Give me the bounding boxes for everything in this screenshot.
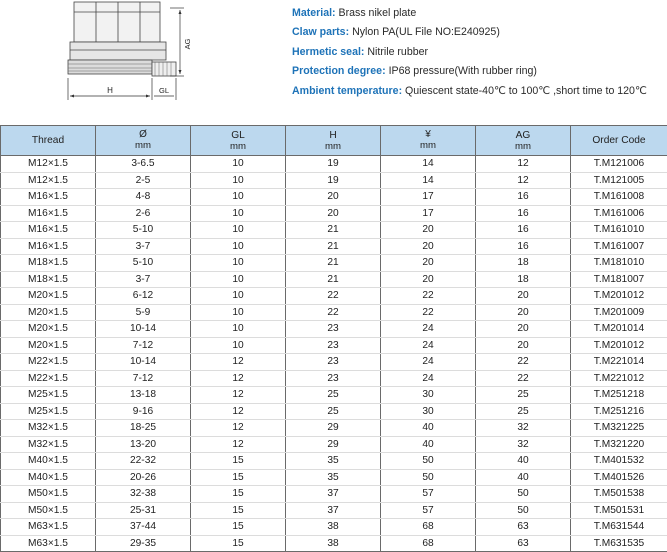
- cell-h: 22: [286, 288, 381, 305]
- cell-gl: 12: [191, 420, 286, 437]
- spec-protection-degree: [292, 62, 667, 81]
- cell-cable-range: 7-12: [96, 337, 191, 354]
- table-header-row: [1, 126, 667, 156]
- cell-order-code: T.M201012: [571, 288, 667, 305]
- cell-order-code: T.M161010: [571, 222, 667, 239]
- cell-ag: 16: [476, 238, 571, 255]
- cell-ag: 25: [476, 387, 571, 404]
- table-row: [1, 172, 667, 189]
- cell-thread: M16×1.5: [1, 238, 96, 255]
- cell-gl: 15: [191, 486, 286, 503]
- table-row: [1, 189, 667, 206]
- cell-ag: 18: [476, 255, 571, 272]
- cell-gl: 10: [191, 156, 286, 173]
- cell-ag: 22: [476, 354, 571, 371]
- cell-spanner: 14: [381, 156, 476, 173]
- cell-order-code: T.M121005: [571, 172, 667, 189]
- cell-gl: 10: [191, 288, 286, 305]
- cell-order-code: T.M631544: [571, 519, 667, 536]
- header-unit: mm: [476, 141, 570, 152]
- cell-spanner: 22: [381, 288, 476, 305]
- cell-h: 21: [286, 222, 381, 239]
- cell-gl: 15: [191, 469, 286, 486]
- cell-cable-range: 29-35: [96, 535, 191, 552]
- cell-ag: 16: [476, 189, 571, 206]
- spec-key: Hermetic seal: [292, 46, 361, 58]
- dimension-h-label: H: [107, 86, 113, 95]
- cell-order-code: T.M161008: [571, 189, 667, 206]
- cell-gl: 10: [191, 304, 286, 321]
- cell-h: 19: [286, 156, 381, 173]
- cell-gl: 10: [191, 337, 286, 354]
- cell-thread: M63×1.5: [1, 519, 96, 536]
- header-ag: [476, 126, 571, 156]
- cell-spanner: 20: [381, 271, 476, 288]
- cell-ag: 20: [476, 304, 571, 321]
- cell-gl: 12: [191, 403, 286, 420]
- table-row: [1, 205, 667, 222]
- cell-cable-range: 5-10: [96, 255, 191, 272]
- cell-gl: 15: [191, 519, 286, 536]
- cell-order-code: T.M251218: [571, 387, 667, 404]
- cell-order-code: T.M501538: [571, 486, 667, 503]
- cell-spanner: 68: [381, 535, 476, 552]
- cell-h: 35: [286, 453, 381, 470]
- header-unit: mm: [191, 141, 285, 152]
- cell-spanner: 24: [381, 321, 476, 338]
- cell-gl: 10: [191, 222, 286, 239]
- cell-ag: 12: [476, 172, 571, 189]
- spec-key: Protection degree: [292, 65, 382, 77]
- cell-spanner: 17: [381, 205, 476, 222]
- cell-order-code: T.M501531: [571, 502, 667, 519]
- spec-ambient-temperature: [292, 82, 667, 101]
- cell-h: 29: [286, 436, 381, 453]
- cell-gl: 12: [191, 436, 286, 453]
- table-row: [1, 222, 667, 239]
- cell-cable-range: 4-8: [96, 189, 191, 206]
- cell-cable-range: 3-7: [96, 238, 191, 255]
- spec-claw-parts: [292, 23, 667, 42]
- cell-cable-range: 13-18: [96, 387, 191, 404]
- header-spanner: [381, 126, 476, 156]
- cell-ag: 16: [476, 222, 571, 239]
- table-row: [1, 288, 667, 305]
- table-row: [1, 238, 667, 255]
- cell-h: 37: [286, 502, 381, 519]
- spec-colon: :: [332, 7, 338, 19]
- header-unit: mm: [381, 140, 475, 151]
- cell-h: 23: [286, 321, 381, 338]
- cell-spanner: 50: [381, 453, 476, 470]
- cell-cable-range: 10-14: [96, 354, 191, 371]
- header-label: AG: [516, 130, 531, 141]
- cell-ag: 22: [476, 370, 571, 387]
- cell-order-code: T.M161006: [571, 205, 667, 222]
- cell-order-code: T.M121006: [571, 156, 667, 173]
- spec-key: Ambient temperature: [292, 85, 399, 97]
- cell-spanner: 20: [381, 255, 476, 272]
- cell-cable-range: 13-20: [96, 436, 191, 453]
- cell-order-code: T.M201009: [571, 304, 667, 321]
- header-unit: mm: [96, 140, 190, 151]
- dimension-gl-label: GL: [159, 86, 169, 95]
- header-cable-diameter: [96, 126, 191, 156]
- spec-colon: :: [361, 46, 367, 58]
- cell-cable-range: 5-10: [96, 222, 191, 239]
- cell-spanner: 20: [381, 238, 476, 255]
- cell-h: 29: [286, 420, 381, 437]
- cell-thread: M63×1.5: [1, 535, 96, 552]
- cell-h: 20: [286, 205, 381, 222]
- spec-key: Claw parts: [292, 26, 346, 38]
- cell-cable-range: 9-16: [96, 403, 191, 420]
- cell-ag: 50: [476, 502, 571, 519]
- cell-cable-range: 37-44: [96, 519, 191, 536]
- cell-h: 38: [286, 535, 381, 552]
- cell-gl: 10: [191, 255, 286, 272]
- cell-ag: 12: [476, 156, 571, 173]
- header-label: Thread: [32, 135, 64, 146]
- cell-ag: 40: [476, 469, 571, 486]
- cell-ag: 32: [476, 436, 571, 453]
- table-row: [1, 519, 667, 536]
- cell-cable-range: 18-25: [96, 420, 191, 437]
- cell-cable-range: 3-6.5: [96, 156, 191, 173]
- cell-order-code: T.M631535: [571, 535, 667, 552]
- table-row: [1, 321, 667, 338]
- cell-gl: 12: [191, 354, 286, 371]
- spec-colon: :: [399, 85, 405, 97]
- cell-h: 38: [286, 519, 381, 536]
- header-thread: [1, 126, 96, 156]
- cell-order-code: T.M161007: [571, 238, 667, 255]
- cell-cable-range: 22-32: [96, 453, 191, 470]
- table-row: [1, 535, 667, 552]
- cell-spanner: 57: [381, 502, 476, 519]
- header-label: Order Code: [592, 135, 645, 146]
- cell-gl: 15: [191, 453, 286, 470]
- cell-spanner: 57: [381, 486, 476, 503]
- cell-cable-range: 20-26: [96, 469, 191, 486]
- cell-spanner: 17: [381, 189, 476, 206]
- cell-thread: M25×1.5: [1, 387, 96, 404]
- cell-order-code: T.M181010: [571, 255, 667, 272]
- table-row: [1, 403, 667, 420]
- cell-order-code: T.M321220: [571, 436, 667, 453]
- cell-h: 21: [286, 255, 381, 272]
- cell-thread: M40×1.5: [1, 469, 96, 486]
- cell-ag: 18: [476, 271, 571, 288]
- cable-gland-drawing: [60, 0, 200, 104]
- cell-cable-range: 2-6: [96, 205, 191, 222]
- cell-order-code: T.M221014: [571, 354, 667, 371]
- cell-h: 23: [286, 370, 381, 387]
- diameter-icon: Ø: [96, 130, 190, 140]
- table-row: [1, 354, 667, 371]
- cell-order-code: T.M321225: [571, 420, 667, 437]
- cell-spanner: 50: [381, 469, 476, 486]
- table-row: [1, 436, 667, 453]
- cell-thread: M16×1.5: [1, 205, 96, 222]
- table-row: [1, 304, 667, 321]
- cell-cable-range: 10-14: [96, 321, 191, 338]
- table-row: [1, 255, 667, 272]
- cell-h: 20: [286, 189, 381, 206]
- table-row: [1, 387, 667, 404]
- cell-thread: M20×1.5: [1, 304, 96, 321]
- cell-h: 21: [286, 271, 381, 288]
- cell-thread: M32×1.5: [1, 436, 96, 453]
- cell-spanner: 14: [381, 172, 476, 189]
- cell-thread: M20×1.5: [1, 337, 96, 354]
- cell-thread: M50×1.5: [1, 486, 96, 503]
- cell-ag: 20: [476, 337, 571, 354]
- spec-value: IP68 pressure(With rubber ring): [389, 65, 537, 77]
- cell-thread: M32×1.5: [1, 420, 96, 437]
- cell-ag: 50: [476, 486, 571, 503]
- cell-thread: M25×1.5: [1, 403, 96, 420]
- cell-cable-range: 6-12: [96, 288, 191, 305]
- cell-thread: M40×1.5: [1, 453, 96, 470]
- cell-gl: 10: [191, 321, 286, 338]
- cell-order-code: T.M401526: [571, 469, 667, 486]
- cell-order-code: T.M181007: [571, 271, 667, 288]
- header-label: GL: [231, 130, 245, 141]
- header-gl: [191, 126, 286, 156]
- header-label: H: [329, 130, 336, 141]
- cell-thread: M12×1.5: [1, 156, 96, 173]
- cell-h: 21: [286, 238, 381, 255]
- cell-order-code: T.M221012: [571, 370, 667, 387]
- spec-value: Nitrile rubber: [367, 46, 428, 58]
- cell-cable-range: 3-7: [96, 271, 191, 288]
- spec-list: [292, 4, 667, 101]
- cell-gl: 10: [191, 172, 286, 189]
- cell-h: 25: [286, 403, 381, 420]
- spec-colon: :: [382, 65, 388, 77]
- table-row: [1, 486, 667, 503]
- cell-ag: 32: [476, 420, 571, 437]
- cell-cable-range: 32-38: [96, 486, 191, 503]
- cell-ag: 63: [476, 519, 571, 536]
- spec-hermetic-seal: [292, 43, 667, 62]
- table-row: [1, 469, 667, 486]
- dimension-ag-label: AG: [183, 38, 192, 49]
- spec-value: Brass nikel plate: [339, 7, 417, 19]
- spec-material: [292, 4, 667, 23]
- cell-cable-range: 25-31: [96, 502, 191, 519]
- cell-h: 25: [286, 387, 381, 404]
- cell-spanner: 40: [381, 420, 476, 437]
- cell-h: 35: [286, 469, 381, 486]
- cell-thread: M16×1.5: [1, 189, 96, 206]
- table-row: [1, 420, 667, 437]
- cell-spanner: 24: [381, 354, 476, 371]
- header-unit: mm: [286, 141, 380, 152]
- header-h: [286, 126, 381, 156]
- cell-gl: 15: [191, 535, 286, 552]
- cell-ag: 20: [476, 288, 571, 305]
- table-row: [1, 271, 667, 288]
- cell-thread: M18×1.5: [1, 255, 96, 272]
- cell-cable-range: 2-5: [96, 172, 191, 189]
- table-row: [1, 453, 667, 470]
- cell-gl: 15: [191, 502, 286, 519]
- cell-ag: 63: [476, 535, 571, 552]
- cell-spanner: 22: [381, 304, 476, 321]
- cell-thread: M12×1.5: [1, 172, 96, 189]
- cell-spanner: 68: [381, 519, 476, 536]
- header-order-code: [571, 126, 667, 156]
- cell-ag: 16: [476, 205, 571, 222]
- cell-thread: M20×1.5: [1, 288, 96, 305]
- product-table: [0, 125, 667, 552]
- table-row: [1, 156, 667, 173]
- cell-cable-range: 7-12: [96, 370, 191, 387]
- cell-spanner: 24: [381, 370, 476, 387]
- cell-order-code: T.M401532: [571, 453, 667, 470]
- cell-order-code: T.M201012: [571, 337, 667, 354]
- spec-colon: :: [346, 26, 352, 38]
- cell-gl: 10: [191, 205, 286, 222]
- cell-thread: M16×1.5: [1, 222, 96, 239]
- table-row: [1, 502, 667, 519]
- cell-spanner: 30: [381, 387, 476, 404]
- cell-ag: 40: [476, 453, 571, 470]
- spec-key: Material: [292, 7, 332, 19]
- cell-ag: 25: [476, 403, 571, 420]
- cell-gl: 10: [191, 271, 286, 288]
- cell-thread: M50×1.5: [1, 502, 96, 519]
- cell-spanner: 30: [381, 403, 476, 420]
- cell-gl: 12: [191, 387, 286, 404]
- spanner-icon: ¥: [381, 130, 475, 140]
- cell-spanner: 20: [381, 222, 476, 239]
- cell-gl: 12: [191, 370, 286, 387]
- spec-value: Nylon PA(UL File NO:E240925): [352, 26, 500, 38]
- cell-spanner: 24: [381, 337, 476, 354]
- cell-order-code: T.M201014: [571, 321, 667, 338]
- cell-h: 23: [286, 354, 381, 371]
- cell-h: 37: [286, 486, 381, 503]
- spec-value: Quiescent state-40℃ to 100℃ ,short time to 120℃: [405, 85, 647, 97]
- cell-spanner: 40: [381, 436, 476, 453]
- cell-thread: M20×1.5: [1, 321, 96, 338]
- cell-ag: 20: [476, 321, 571, 338]
- cell-order-code: T.M251216: [571, 403, 667, 420]
- cell-h: 22: [286, 304, 381, 321]
- cell-thread: M22×1.5: [1, 354, 96, 371]
- cell-thread: M22×1.5: [1, 370, 96, 387]
- cell-cable-range: 5-9: [96, 304, 191, 321]
- cell-gl: 10: [191, 238, 286, 255]
- cell-gl: 10: [191, 189, 286, 206]
- cell-h: 23: [286, 337, 381, 354]
- table-row: [1, 370, 667, 387]
- cell-thread: M18×1.5: [1, 271, 96, 288]
- cell-h: 19: [286, 172, 381, 189]
- table-row: [1, 337, 667, 354]
